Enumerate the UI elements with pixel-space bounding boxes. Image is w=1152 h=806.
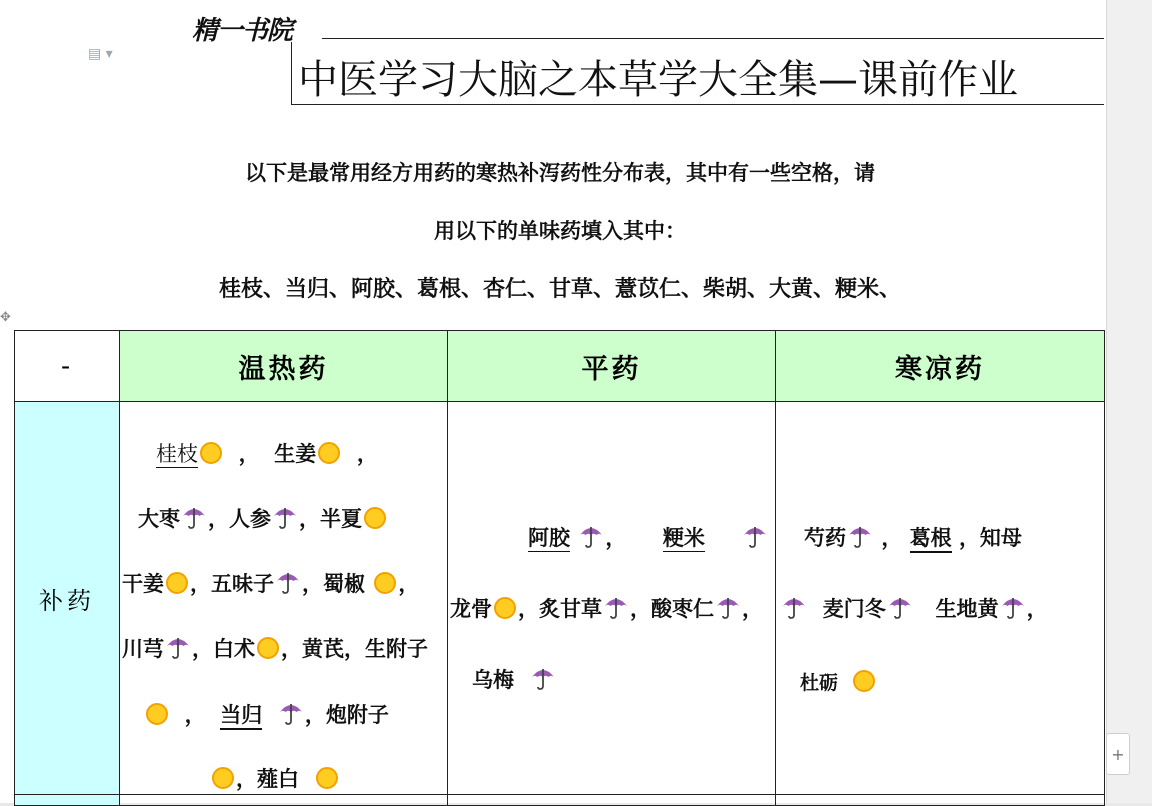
- cold-line-2: 麦门冬 生地黄 ，: [780, 593, 1048, 623]
- warm-line-6: ，薤白: [210, 763, 340, 793]
- umbrella-icon: [579, 523, 603, 549]
- warm-line-1: 桂枝 ， 生姜 ，: [156, 441, 378, 466]
- umbrella-icon: [782, 594, 806, 620]
- umbrella-icon: [848, 523, 872, 549]
- umbrella-icon: [182, 504, 206, 530]
- sun-icon: [853, 670, 875, 692]
- neutral-line-3: 乌梅: [472, 664, 557, 694]
- herb-list: 桂枝、当归、阿胶、葛根、杏仁、甘草、薏苡仁、柴胡、大黄、粳米、: [218, 276, 901, 302]
- header-corner-cell: -: [15, 331, 120, 402]
- sun-icon: [257, 637, 279, 659]
- left-gutter: [0, 0, 14, 803]
- row-label-tonic: 补药: [15, 402, 120, 795]
- warm-line-2: 大枣 ，人参 ，半夏: [138, 503, 388, 533]
- tonic-row: [15, 402, 1105, 795]
- umbrella-icon: [743, 523, 767, 549]
- blank-answer: 当归: [220, 702, 262, 730]
- sun-icon: [494, 597, 516, 619]
- cold-tonic-cell[interactable]: [776, 402, 1105, 795]
- sun-icon: [166, 572, 188, 594]
- sun-icon: [364, 507, 386, 529]
- neutral-line-1: 阿胶 ， 粳米: [528, 522, 769, 552]
- warm-line-4: 川芎 ，白术 ，黄芪，生附子: [122, 636, 428, 661]
- warm-tonic-cell[interactable]: [120, 402, 448, 795]
- next-row-partial: [15, 795, 1105, 806]
- sun-icon: [374, 572, 396, 594]
- logo-text: 精一书院: [192, 16, 293, 46]
- blank-answer: 粳米: [662, 525, 705, 550]
- warm-line-5: ， 当归 ，炮附子: [144, 699, 389, 729]
- umbrella-icon: [1001, 594, 1025, 620]
- intro-line-1: 以下是最常用经方用药的寒热补泻药性分布表，其中有一些空格，请: [245, 161, 875, 185]
- table-header-row: [15, 331, 1105, 402]
- header-rule: [322, 38, 1104, 39]
- sun-icon: [212, 767, 234, 789]
- page-title: 中医学习大脑之本草学大全集—课前作业: [298, 57, 1018, 103]
- cold-line-1: 芍药 ， 葛根 ，知母: [804, 522, 1022, 552]
- intro-line-2: 用以下的单味药填入其中：: [434, 219, 686, 243]
- blank-answer: 阿胶: [528, 525, 570, 550]
- document-outline-icon[interactable]: ▤ ▾: [88, 46, 113, 62]
- umbrella-icon: [716, 594, 740, 620]
- neutral-tonic-cell[interactable]: [448, 402, 776, 795]
- header-cold-cell: 寒凉药: [776, 331, 1105, 402]
- umbrella-icon: [531, 665, 555, 691]
- header-warm-cell: 温热药: [120, 331, 448, 402]
- sun-icon: [316, 767, 338, 789]
- blank-answer: 葛根: [910, 525, 952, 553]
- umbrella-icon: [166, 634, 190, 660]
- umbrella-icon: [276, 569, 300, 595]
- warm-line-3: 干姜 ，五味子 ，蜀椒 ，: [122, 571, 420, 596]
- sun-icon: [146, 703, 168, 725]
- umbrella-icon: [279, 700, 303, 726]
- sun-icon: [200, 442, 222, 464]
- herb-property-table: [14, 330, 1105, 806]
- cold-line-3: 杜砺: [800, 668, 877, 695]
- blank-answer: 桂枝: [156, 442, 198, 466]
- umbrella-icon: [604, 594, 628, 620]
- umbrella-icon: [888, 594, 912, 620]
- table-move-handle-icon[interactable]: ✥: [0, 310, 11, 325]
- sun-icon: [318, 442, 340, 464]
- add-button[interactable]: +: [1106, 733, 1130, 775]
- umbrella-icon: [273, 504, 297, 530]
- header-neutral-cell: 平药: [448, 331, 776, 402]
- right-panel: [1106, 0, 1152, 803]
- neutral-line-2: 龙骨 ，炙甘草 ，酸枣仁 ，: [450, 596, 763, 621]
